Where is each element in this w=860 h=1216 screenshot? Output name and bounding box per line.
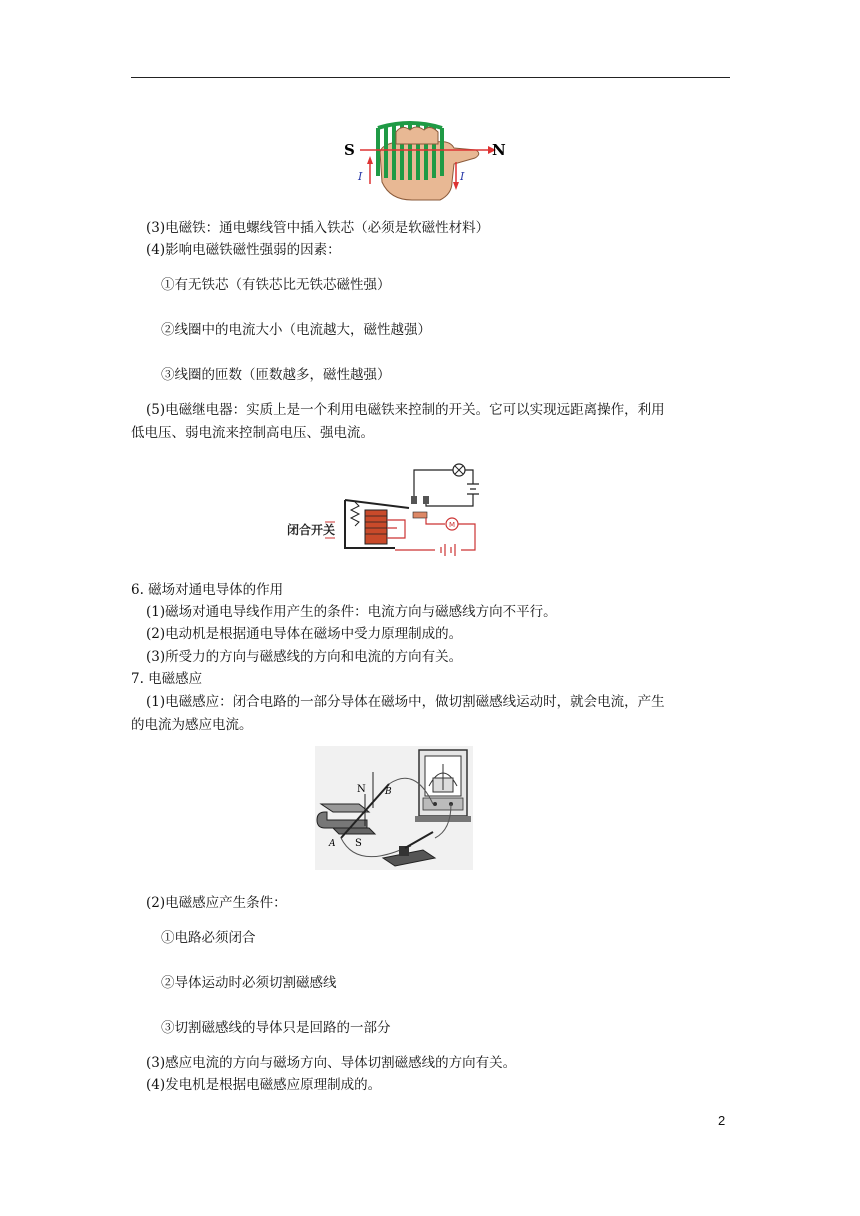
solenoid-pole-s: S <box>344 141 355 159</box>
text-relay-def-1: (5)电磁继电器：实质上是一个利用电磁铁来控制的开关。它可以实现远距离操作，利用 <box>146 402 665 418</box>
section-7-heading: 7. 电磁感应 <box>131 671 203 687</box>
text-factor-2: ②线圈中的电流大小（电流越大，磁性越强） <box>161 322 431 338</box>
text-induced-direction: (3)感应电流的方向与磁场方向、导体切割磁感线的方向有关。 <box>146 1055 517 1071</box>
text-condition-2: ②导体运动时必须切割磁感线 <box>161 975 337 991</box>
svg-text:M: M <box>449 521 456 529</box>
text-force-direction: (3)所受力的方向与磁感线的方向和电流的方向有关。 <box>146 649 463 665</box>
text-conditions-heading: (2)电磁感应产生条件： <box>146 895 287 911</box>
text-generator-principle: (4)发电机是根据电磁感应原理制成的。 <box>146 1077 382 1093</box>
section-6-heading: 6. 磁场对通电导体的作用 <box>131 582 284 598</box>
text-electromagnet-def: (3)电磁铁：通电螺线管中插入铁芯（必须是软磁性材料） <box>146 220 490 236</box>
text-condition-3: ③切割磁感线的导体只是回路的一部分 <box>161 1020 391 1036</box>
solenoid-current-left: I <box>358 170 363 183</box>
induction-figure <box>315 746 473 870</box>
text-factor-3: ③线圈的匝数（匝数越多，磁性越强） <box>161 367 391 383</box>
text-relay-def-2: 低电压、弱电流来控制高电压、强电流。 <box>131 425 374 441</box>
text-condition-1: ①电路必须闭合 <box>161 930 256 946</box>
page-number: 2 <box>718 1113 726 1128</box>
text-motor-principle: (2)电动机是根据通电导体在磁场中受力原理制成的。 <box>146 626 463 642</box>
induction-point-b: B <box>385 787 392 797</box>
induction-pole-s: S <box>355 838 362 849</box>
relay-figure <box>285 462 495 572</box>
header-rule <box>131 77 730 78</box>
text-force-condition: (1)磁场对通电导线作用产生的条件：电流方向与磁感线方向不平行。 <box>146 604 557 620</box>
text-factors-heading: (4)影响电磁铁磁性强弱的因素： <box>146 242 341 258</box>
solenoid-pole-n: N <box>492 141 506 159</box>
text-induction-def-1: (1)电磁感应：闭合电路的一部分导体在磁场中，做切割磁感线运动时，就会电流，产生 <box>146 694 665 710</box>
text-factor-1: ①有无铁芯（有铁芯比无铁芯磁性强） <box>161 277 391 293</box>
induction-pole-n: N <box>357 784 366 795</box>
relay-switch-label: 闭合开关 <box>287 523 336 537</box>
solenoid-current-right: I <box>460 170 465 183</box>
induction-point-a: A <box>329 839 336 849</box>
text-induction-def-2: 的电流为感应电流。 <box>131 717 253 733</box>
solenoid-figure <box>340 110 510 202</box>
